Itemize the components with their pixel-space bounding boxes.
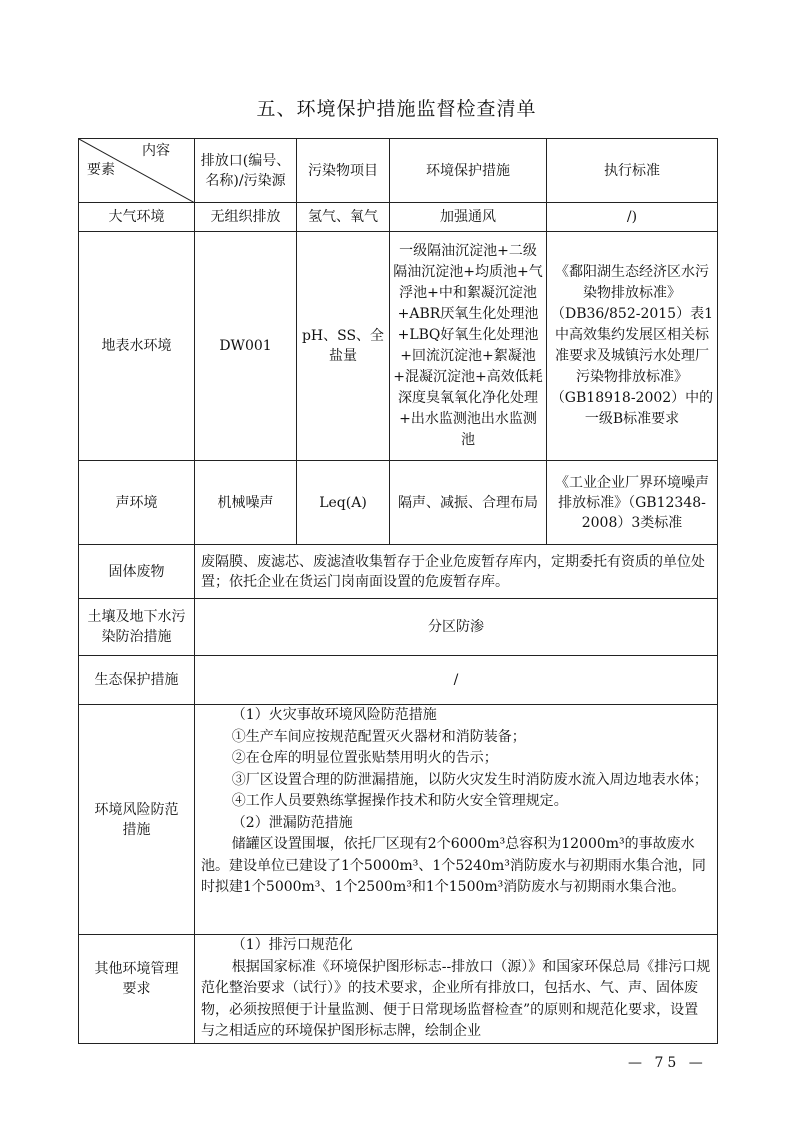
page-title: 五、环境保护措施监督检查清单	[256, 98, 537, 120]
water-standard: 《鄱阳湖生态经济区水污染物排放标准》（DB36/852-2015）表1中高效集约发展区相关标准要求及城镇污水处理厂污染物排放标准》（GB18918-2002）中的一级B标准要求	[547, 232, 718, 461]
table-row-soil	[79, 599, 718, 656]
header-measures: 环境保护措施	[390, 139, 547, 203]
solid-content: 废隔膜、废滤芯、废滤渣收集暂存于企业危废暂存库内，定期委托有资质的单位处置；依托企业在货运门岗南面设置的危废暂存库。	[195, 545, 718, 599]
water-element: 地表水环境	[79, 232, 195, 461]
table-row-risk	[79, 705, 718, 935]
risk-line: （2）泄漏防范措施	[231, 814, 353, 831]
risk-line: ①生产车间应按规范配置灭火器材和消防装备；	[231, 728, 526, 745]
eco-element: 生态保护措施	[79, 656, 195, 705]
header-standard: 执行标准	[547, 139, 718, 203]
noise-standard: 《工业企业厂界环境噪声排放标准》（GB12348-2008）3类标准	[547, 461, 718, 545]
header-outlet: 排放口(编号、名称)/污染源	[195, 139, 297, 203]
header-element-label: 要素	[87, 162, 115, 178]
other-content	[195, 935, 718, 1044]
air-element: 大气环境	[79, 203, 195, 232]
air-standard: /)	[547, 203, 718, 232]
other-line: （1）排污口规范化	[231, 937, 353, 953]
water-pollutant: pH、SS、全盐量	[297, 232, 390, 461]
noise-pollutant: Leq(A)	[297, 461, 390, 545]
table-row-air	[79, 203, 718, 232]
risk-line: ③厂区设置合理的防泄漏措施，以防火灾发生时消防废水流入周边地表水体；	[231, 771, 708, 788]
soil-content: 分区防渗	[195, 599, 718, 656]
other-line: 根据国家标准《环境保护图形标志--排放口（源）》和国家环保总局《排污口规范化整治要求（试行）》的技术要求，企业所有排放口，包括水、气、声、固体废物，必须按照便于计量监测、便于日常现场监督检查”的原则和规范化要求，设置与之相适应的环境保护图形标志牌，绘制企业	[201, 958, 711, 1039]
diagonal-header-cell	[79, 139, 195, 203]
noise-outlet: 机械噪声	[195, 461, 297, 545]
table-row-noise	[79, 461, 718, 545]
header-pollutant: 污染物项目	[297, 139, 390, 203]
table-row-water	[79, 232, 718, 461]
header-content-label: 内容	[142, 143, 170, 159]
table-header-row	[79, 139, 718, 203]
risk-line: ④工作人员要熟练掌握操作技术和防火安全管理规定。	[231, 793, 568, 809]
water-measures: 一级隔油沉淀池+二级隔油沉淀池+均质池+气浮池+中和絮凝沉淀池+ABR厌氧生化处理池+LBQ好氧生化处理池+回流沉淀池+絮凝池+混凝沉淀池+高效低耗深度臭氧氧化净化处理+出水监测池出水监测池	[390, 232, 547, 461]
eco-content: /	[195, 656, 718, 705]
soil-element: 土壤及地下水污染防治措施	[79, 599, 195, 656]
air-measures: 加强通风	[390, 203, 547, 232]
risk-content	[195, 705, 718, 935]
table-row-other	[79, 935, 718, 1044]
noise-measures: 隔声、减振、合理布局	[390, 461, 547, 545]
air-pollutant: 氢气、氧气	[297, 203, 390, 232]
risk-line: ②在仓库的明显位置张贴禁用明火的告示；	[231, 750, 498, 766]
solid-element: 固体废物	[79, 545, 195, 599]
water-outlet: DW001	[195, 232, 297, 461]
risk-element: 环境风险防范措施	[79, 705, 195, 935]
table-row-eco	[79, 656, 718, 705]
noise-element: 声环境	[79, 461, 195, 545]
other-element: 其他环境管理要求	[79, 935, 195, 1044]
risk-line: 储罐区设置围堰，依托厂区现有2个6000m³总容积为12000m³的事故废水池。建设单位已建设了1个5000m³、1个5240m³消防废水与初期雨水集合池，同时拟建1个5000m³、1个2500m³和1个1500m³消防废水与初期雨水集合池。	[201, 836, 706, 895]
risk-line: （1）火灾事故环境风险防范措施	[231, 707, 437, 723]
table-row-solid	[79, 545, 718, 599]
page-number: — 75 —	[628, 1055, 707, 1071]
air-outlet: 无组织排放	[195, 203, 297, 232]
inspection-table	[78, 138, 718, 1044]
